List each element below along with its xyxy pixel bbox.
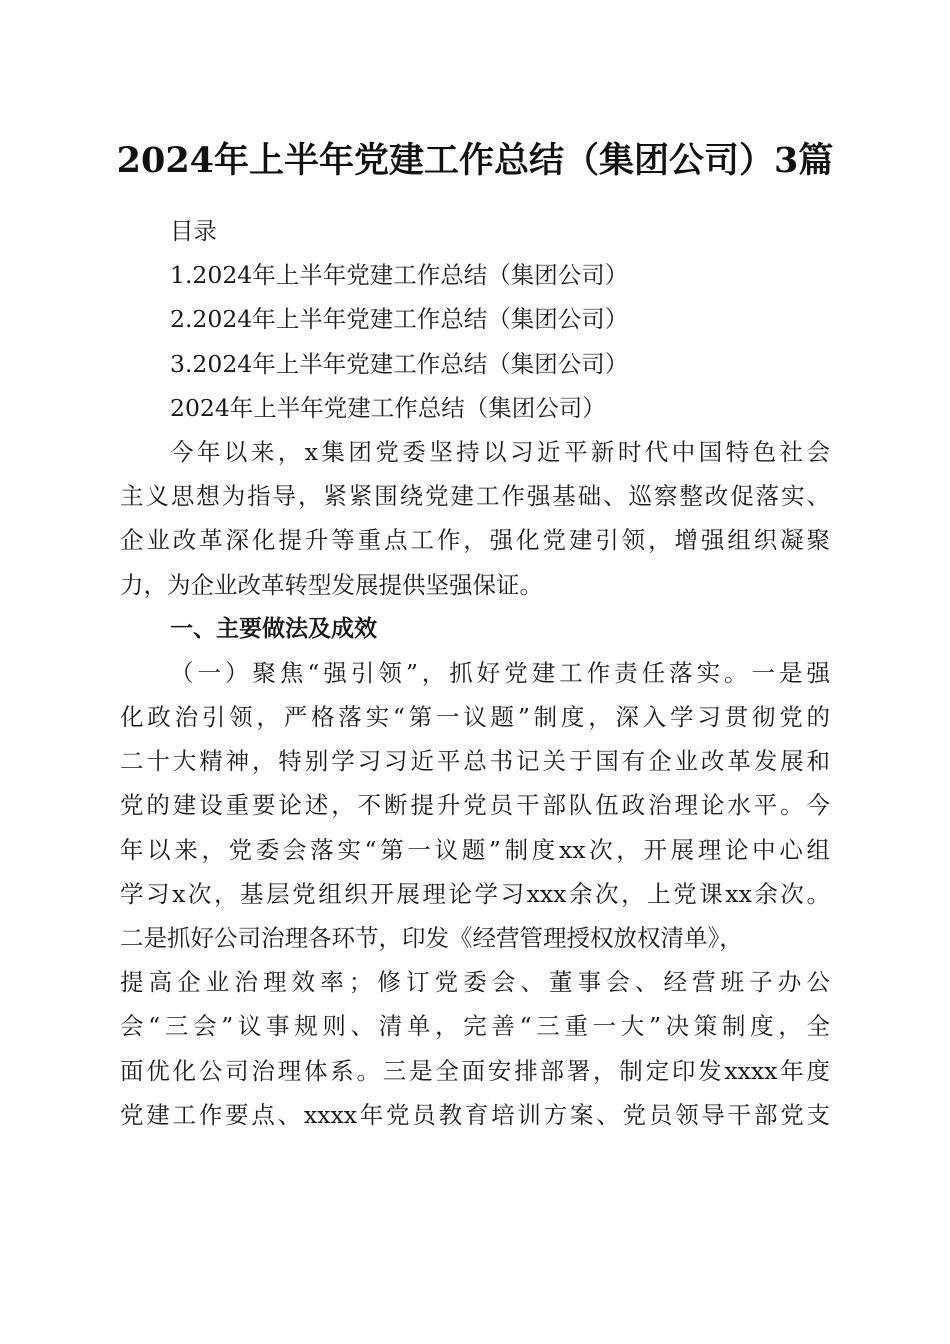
paragraph-line: 力，为企业改革转型发展提供坚强保证。 [120,570,543,599]
paragraph-line: 二是抓好公司治理各环节，印发《经营管理授权放权清单》， [120,924,743,952]
document-title: 2024年上半年党建工作总结（集团公司）3篇 [116,140,834,181]
article-subtitle: 2024年上半年党建工作总结（集团公司） [170,393,606,422]
toc-item: 2.2024年上半年党建工作总结（集团公司） [170,305,629,334]
toc-heading: 目录 [170,217,217,245]
paragraph-line: 提高企业治理效率；修订党委会、董事会、经营班子办公 [120,968,830,997]
paragraph-line: 企业改革深化提升等重点工作，强化党建引领，增强组织凝聚 [120,526,830,555]
paragraph-line: 年以来，党委会落实“第一议题”制度xx次，开展理论中心组 [120,835,830,864]
section-heading: 一、主要做法及成效 [170,615,377,642]
paragraph-line: 党建工作要点、xxxx年党员教育培训方案、党员领导干部党支 [120,1100,830,1129]
paragraph-line: 化政治引领，严格落实“第一议题”制度，深入学习贯彻党的 [120,703,830,732]
paragraph-line: 会“三会”议事规则、清单，完善“三重一大”决策制度，全 [120,1012,830,1041]
paragraph-line: 学习x次，基层党组织开展理论学习xxx余次，上党课xx余次。 [120,879,830,908]
paragraph-line: 二十大精神，特别学习习近平总书记关于国有企业改革发展和 [120,747,830,776]
toc-item: 3.2024年上半年党建工作总结（集团公司） [170,349,629,378]
toc-item: 1.2024年上半年党建工作总结（集团公司） [170,261,629,290]
paragraph-line: 今年以来，x集团党委坚持以习近平新时代中国特色社会 [170,437,830,466]
paragraph-line: （一）聚焦“强引领”，抓好党建工作责任落实。一是强 [170,658,830,687]
paragraph-line: 面优化公司治理体系。三是全面安排部署，制定印发xxxx年度 [120,1056,830,1085]
paragraph-line: 党的建设重要论述，不断提升党员干部队伍政治理论水平。今 [120,791,830,820]
document-body [120,209,830,1137]
paragraph-line: 主义思想为指导，紧紧围绕党建工作强基础、巡察整改促落实、 [120,482,830,511]
